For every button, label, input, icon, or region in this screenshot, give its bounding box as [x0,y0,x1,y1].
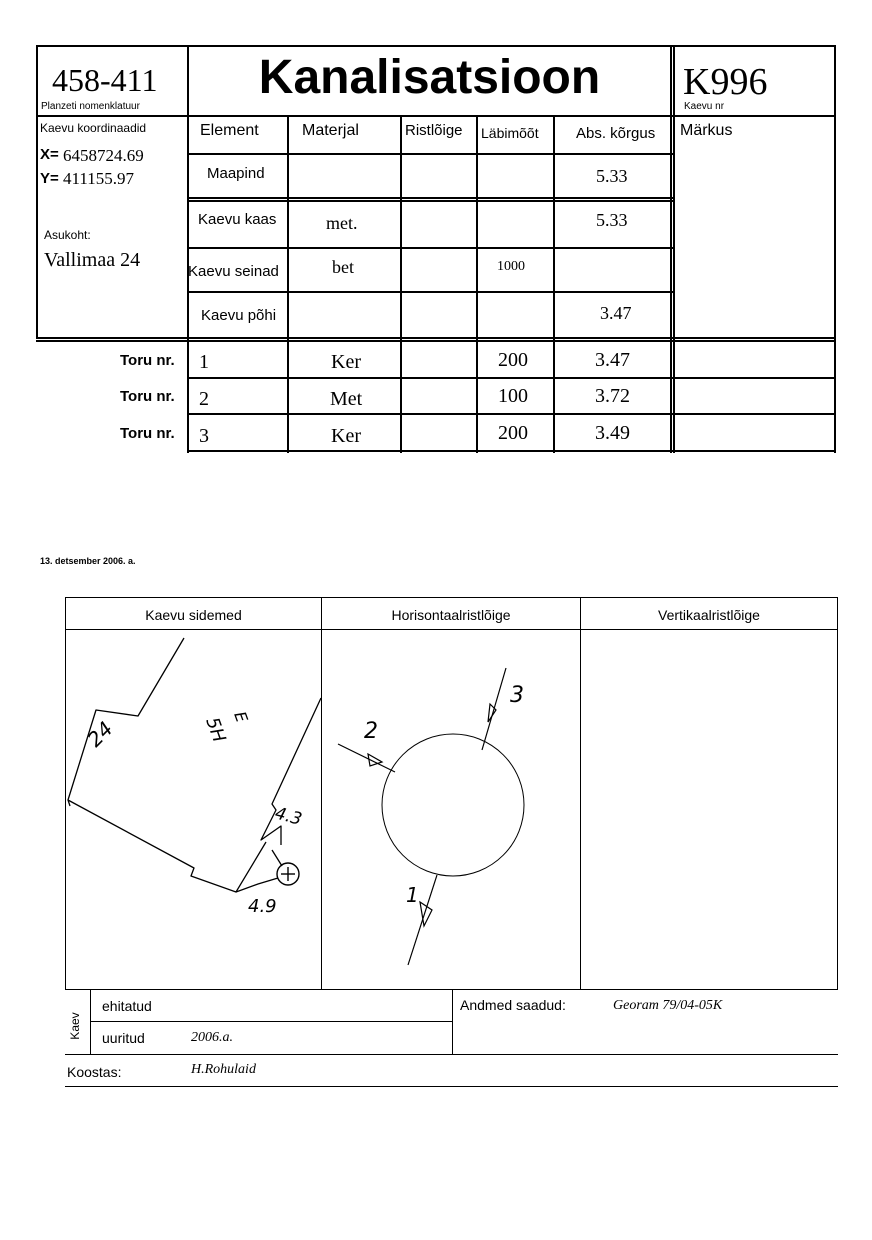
y-value: 411155.97 [63,169,134,188]
row-height: 3.47 [600,303,632,323]
row-material: bet [332,257,354,277]
row-material: met. [326,213,358,233]
location-sketch [66,630,321,989]
row-element: Kaevu põhi [201,307,277,324]
row-element: Kaevu seinad [188,263,279,280]
col-header-element: Element [200,122,259,139]
well-circle [382,734,524,876]
col-header-cross-section: Ristlõige [405,122,463,139]
coords-label: Kaevu koordinaadid [40,121,147,135]
surveyed-label: uuritud [102,1030,145,1046]
pipe-diameter: 200 [498,422,528,444]
pipe-nr: 1 [199,351,209,373]
well-number: K996 [683,61,768,103]
author-value: H.Rohulaid [191,1062,256,1077]
document-date: 13. detsember 2006. a. [40,556,136,566]
well-label: Kaevu nr [684,101,725,112]
sketch-label-49: 4.9 [248,896,277,917]
pipe-material: Ker [331,425,361,447]
surveyed-value: 2006.a. [191,1030,233,1045]
pipe-2-label: 2 [364,719,378,744]
x-label: X= [40,146,59,163]
pipe-height: 3.49 [595,422,630,444]
row-height: 5.33 [596,166,628,186]
horizontal-section-sketch [322,630,580,989]
col-header-material: Materjal [302,122,359,139]
location-label: Asukoht: [44,228,91,242]
pipe-diameter: 100 [498,385,528,407]
row-element: Maapind [207,165,265,182]
col-title-vertical-section: Vertikaalristlõige [658,607,760,623]
pipe-3-label: 3 [510,683,524,708]
col-title-horizontal-section: Horisontaalristlõige [391,607,511,623]
pipe-label: Toru nr. [120,388,175,405]
sheet-label: Planzeti nomenklatuur [41,101,140,112]
pipe-height: 3.72 [595,385,630,407]
pipe-nr: 2 [199,388,209,410]
col-title-well-connections: Kaevu sidemed [145,607,242,623]
pipe-label: Toru nr. [120,352,175,369]
col-header-diameter: Läbimõõt [481,125,539,141]
sketch-label-e: E [230,708,252,725]
pipe-nr: 3 [199,425,209,447]
x-value: 6458724.69 [63,146,144,165]
data-source-value: Georam 79/04-05K [613,998,723,1013]
sheet-number: 458-411 [52,62,158,98]
page-title: Kanalisatsioon [258,51,601,104]
pipe-material: Met [330,388,363,410]
author-label: Koostas: [67,1064,122,1080]
sketch-label-43: 4.3 [272,803,305,830]
pipe-1-label: 1 [406,883,419,907]
row-element: Kaevu kaas [198,211,277,228]
footer-side-label: Kaev [68,1012,82,1040]
row-diameter: 1000 [497,259,525,274]
row-height: 5.33 [596,210,628,230]
sketch-label-24: 24 [82,716,118,752]
y-label: Y= [40,170,59,187]
sketch-label-5h: 5H [201,714,230,746]
pipe-height: 3.47 [595,349,630,371]
location-value: Vallimaa 24 [44,249,141,271]
pipe-material: Ker [331,351,361,373]
col-header-abs-height: Abs. kõrgus [576,125,656,142]
data-source-label: Andmed saadud: [460,997,566,1013]
pipe-label: Toru nr. [120,425,175,442]
col-header-remarks: Märkus [680,122,733,139]
pipe-diameter: 200 [498,349,528,371]
built-label: ehitatud [102,998,152,1014]
